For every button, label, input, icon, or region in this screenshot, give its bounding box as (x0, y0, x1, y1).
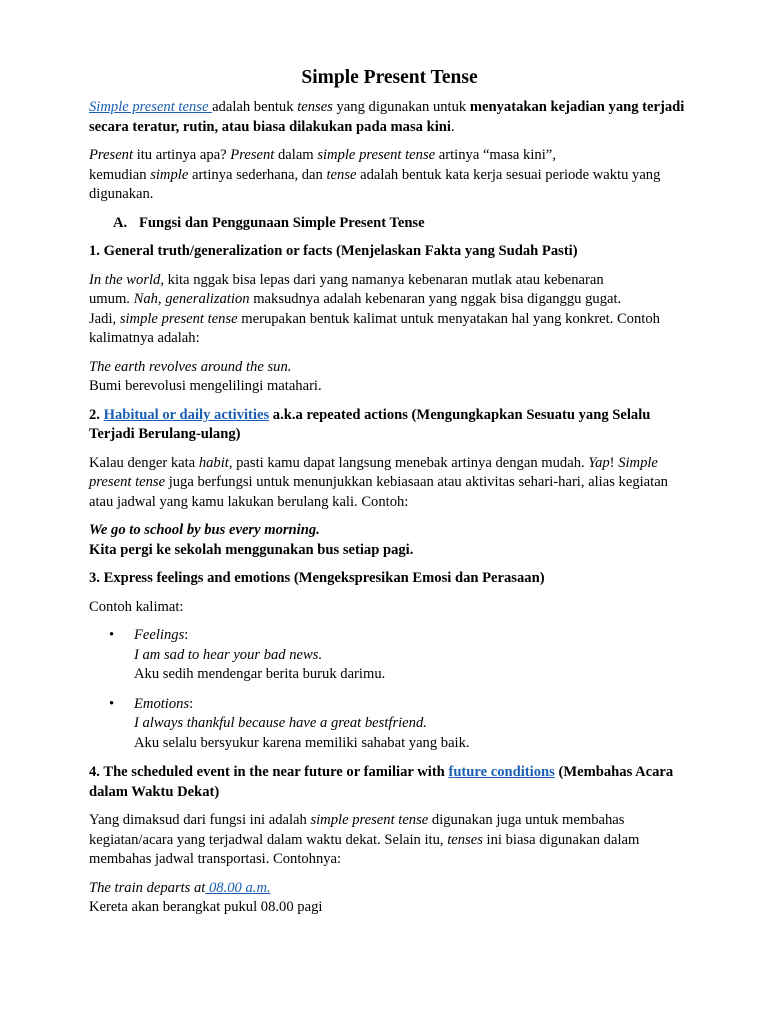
meaning-text: itu artinya apa? (133, 147, 231, 163)
s2-italic: habit (198, 454, 229, 471)
intro-text: . (450, 118, 455, 135)
s4-text: digunakan juga untuk membahas kegiatan/acara yang terjadwal dalam waktu dekat. Selain itu, (89, 812, 625, 848)
meaning-italic: Present (230, 147, 275, 163)
s2-text: , pasti kamu dapat langsung menebak artinya dengan mudah. (228, 454, 589, 471)
s2-example-sentence: We go to school by bus every morning. (89, 522, 320, 538)
section-3-heading (89, 569, 690, 589)
s4-example-translation: Kereta akan berangkat pukul 08.00 pagi (89, 899, 323, 915)
s4-heading-text: 4. The scheduled event in the near future or familiar with (89, 764, 449, 780)
section-1-heading (89, 242, 690, 262)
section-1-heading-text: 1. General truth/generalization or facts (Menjelaskan Fakta yang Sudah Pasti) (89, 243, 578, 259)
s2-italic: Yap (588, 454, 610, 471)
bullet-icon: • (109, 695, 115, 712)
emotion-examples-list (89, 626, 690, 753)
future-conditions-link[interactable]: future conditions (448, 764, 555, 780)
section-letter: A. (113, 214, 128, 231)
section-1-example (89, 358, 690, 397)
section-2-paragraph (89, 454, 690, 513)
section-4-heading (89, 763, 690, 802)
page-title: Simple Present Tense (301, 67, 478, 88)
section-3-heading-text: 3. Express feelings and emotions (Mengekspresikan Emosi dan Perasaan) (89, 570, 545, 586)
section-4-paragraph (89, 811, 690, 870)
list-item-colon: : (184, 627, 189, 643)
meaning-text: artinya sederhana, dan (188, 166, 327, 183)
section-3-lead: Contoh kalimat: (89, 598, 184, 615)
list-item-example: I am sad to hear your bad news. (134, 646, 323, 663)
intro-bold: menyatakan kejadian yang terjadi secara teratur, rutin, atau biasa dilakukan pada masa kini (89, 99, 685, 135)
meaning-italic: Present (89, 147, 134, 163)
meaning-paragraph (89, 146, 690, 205)
s2-italic: Simple present tense (89, 454, 658, 490)
section-1-paragraph (89, 271, 690, 349)
s1-italic: In the world (89, 271, 161, 288)
s2-text: Kalau denger kata (89, 454, 199, 471)
time-link[interactable]: 08.00 a.m. (205, 879, 271, 896)
section-2-example (89, 521, 690, 560)
intro-paragraph (89, 98, 690, 137)
list-item-label: Emotions (134, 695, 190, 712)
s2-text: juga berfungsi untuk menunjukkan kebiasaan atau aktivitas sehari-hari, alias kegiatan atau jadwal yang kamu lakukan berulang kali. Contoh: (89, 474, 668, 510)
s4-italic: simple present tense (310, 812, 429, 828)
section-heading-a (113, 214, 690, 234)
s2-heading-text: a.k.a repeated actions (Mengungkapkan Sesuatu yang Selalu Terjadi Berulang-ulang) (89, 406, 651, 442)
s2-example-translation: Kita pergi ke sekolah menggunakan bus setiap pagi. (89, 541, 414, 558)
section-4-example (89, 879, 690, 918)
s1-text: , kita nggak bisa lepas dari yang namanya kebenaran mutlak atau kebenaran (160, 271, 604, 288)
s4-heading-text: (Membahas Acara dalam Waktu Dekat) (89, 764, 674, 800)
habitual-activities-link[interactable]: Habitual or daily activities (103, 406, 270, 423)
list-item-label: Feelings (134, 627, 185, 643)
s1-text: maksudnya adalah kebenaran yang nggak bisa diganggu gugat. (249, 291, 622, 307)
s1-italic: simple present tense (119, 310, 238, 327)
list-item (109, 695, 690, 754)
meaning-text: adalah bentuk kata kerja sesuai periode waktu yang digunakan. (89, 166, 661, 202)
simple-present-tense-link[interactable]: Simple present tense (89, 99, 213, 115)
meaning-text: dalam (274, 147, 318, 163)
s1-example-translation: Bumi berevolusi mengelilingi matahari. (89, 378, 322, 394)
s2-number: 2. (89, 406, 104, 423)
intro-text: adalah bentuk (212, 99, 298, 115)
s1-text: Jadi, (89, 310, 120, 327)
s4-text: ini biasa digunakan dalam membahas jadwal transportasi. Contohnya: (89, 831, 640, 867)
s1-text: umum. (89, 291, 134, 307)
s1-italic: Nah, generalization (133, 291, 250, 307)
meaning-italic: simple present tense (317, 147, 436, 163)
s1-text: merupakan bentuk kalimat untuk menyatakan hal yang konkret. Contoh kalimatnya adalah: (89, 310, 660, 346)
section-label: Fungsi dan Penggunaan Simple Present Tense (139, 214, 425, 231)
intro-italic: tenses (297, 99, 333, 115)
s4-text: Yang dimaksud dari fungsi ini adalah (89, 812, 311, 828)
meaning-text: artinya “masa kini”, (435, 147, 556, 163)
s4-italic: tenses (447, 831, 483, 848)
s4-example-sentence: The train departs at (89, 879, 206, 896)
s2-text: ! (609, 454, 619, 471)
list-item-translation: Aku sedih mendengar berita buruk darimu. (134, 666, 386, 682)
list-item (109, 626, 690, 685)
meaning-italic: simple (150, 166, 189, 183)
meaning-text: kemudian (89, 166, 151, 183)
list-item-example: I always thankful because have a great bestfriend. (134, 715, 427, 731)
meaning-italic: tense (326, 166, 357, 183)
list-item-colon: : (189, 695, 194, 712)
section-2-heading (89, 406, 690, 445)
intro-text: yang digunakan untuk (332, 99, 470, 115)
list-item-translation: Aku selalu bersyukur karena memiliki sahabat yang baik. (134, 734, 470, 751)
s1-example-sentence: The earth revolves around the sun. (89, 358, 292, 375)
bullet-icon: • (109, 627, 115, 643)
